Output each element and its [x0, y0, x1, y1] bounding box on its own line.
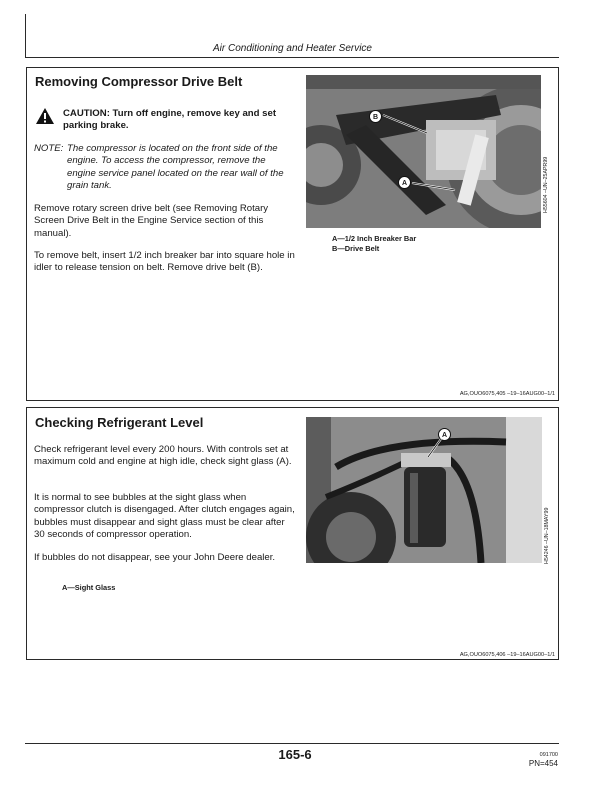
page-header-title: Air Conditioning and Heater Service — [213, 43, 372, 54]
callout-b: B — [369, 110, 382, 123]
footer-rule — [25, 743, 559, 744]
photo-id: H55604 –UN–25APR99 — [543, 156, 549, 213]
paragraph-bubbles-normal: It is normal to see bubbles at the sight glass when compressor clutch is disengaged. After clutch engages again, bubbles must disappear and sight glass must be clear after 30 seconds of compressor operation. — [34, 492, 295, 540]
footer-code: 091700 — [539, 752, 558, 758]
paragraph-see-dealer: If bubbles do not disappear, see your John Deere dealer. — [34, 552, 276, 563]
caption-a: A—1/2 Inch Breaker Bar — [332, 234, 417, 243]
photo-id: H54246 –UN–18MAY99 — [544, 507, 550, 564]
left-margin-line — [25, 14, 26, 58]
reference-code: AG,OUO6075,405 –19–16AUG00–1/1 — [459, 391, 555, 397]
reference-code: AG,OUO6075,406 –19–16AUG00–1/1 — [459, 652, 555, 658]
paragraph-check-level: Check refrigerant level every 200 hours. With controls set at maximum cold and engine at high idle, check sight glass (A). — [34, 444, 292, 468]
page-number: 165-6 — [278, 747, 312, 762]
section-title: Removing Compressor Drive Belt — [35, 74, 243, 89]
callout-arrow — [306, 417, 542, 563]
caption-b: B—Drive Belt — [332, 244, 380, 253]
callout-a: A — [398, 176, 411, 189]
paragraph-remove-screen-belt: Remove rotary screen drive belt (see Removing Rotary Screen Drive Belt in the Engine Service section of this manual). — [34, 203, 269, 239]
callout-a: A — [438, 428, 451, 441]
header-rule — [25, 57, 559, 58]
section-title: Checking Refrigerant Level — [35, 415, 204, 430]
note-text: The compressor is located on the front side of the engine. To access the compressor, remove the engine service panel located on the rear wall of the grain tank. — [67, 143, 284, 191]
callout-arrows — [307, 75, 542, 228]
footer-pn: PN=454 — [528, 759, 558, 768]
caption-a: A—Sight Glass — [62, 583, 116, 592]
caution-warning-icon — [35, 107, 55, 127]
caution-text: CAUTION: Turn off engine, remove key and set parking brake. — [63, 108, 277, 132]
section-compressor-belt — [26, 67, 559, 401]
paragraph-remove-drive-belt: To remove belt, insert 1/2 inch breaker bar into square hole in idler to release tension on belt. Remove drive belt (B). — [34, 250, 295, 274]
section-refrigerant-level — [26, 407, 559, 660]
note-label: NOTE: — [34, 143, 64, 154]
